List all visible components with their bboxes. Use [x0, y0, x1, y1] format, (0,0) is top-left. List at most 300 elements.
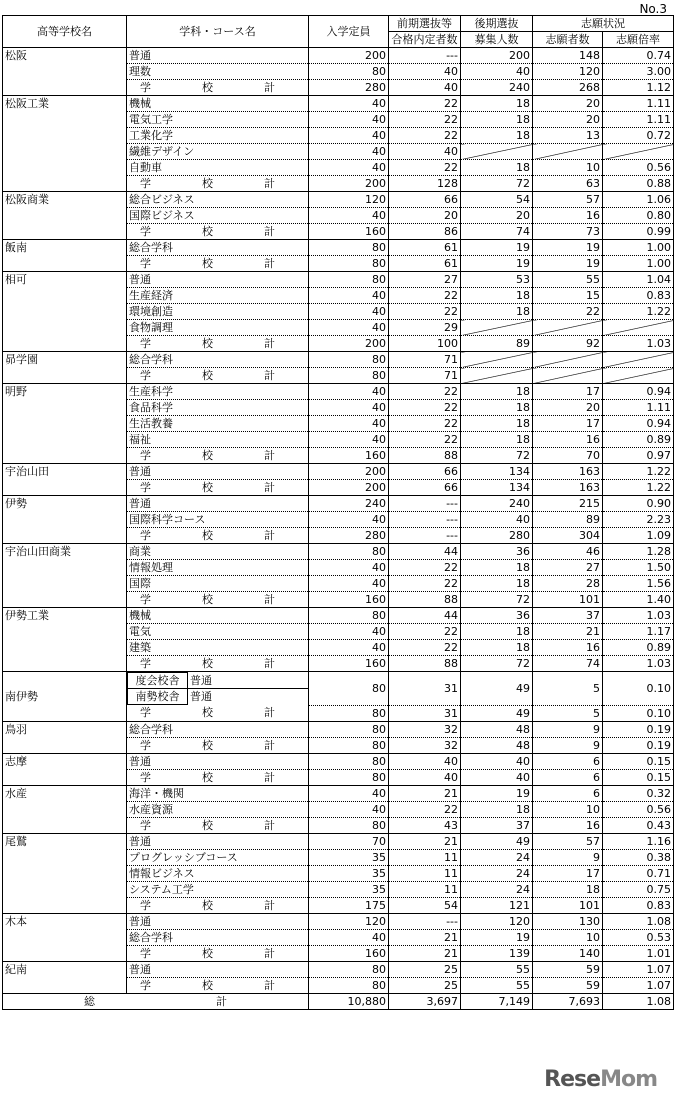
cell-late: 72: [461, 656, 533, 672]
cell-late: 18: [461, 112, 533, 128]
school-name: 尾鷲: [3, 833, 127, 913]
cell-ratio: 1.16: [603, 833, 674, 849]
cell-applicants: 9: [533, 737, 603, 753]
cell-late: 89: [461, 336, 533, 352]
cell-ratio: 0.88: [603, 176, 674, 192]
cell-capacity: 80: [309, 256, 389, 272]
cell-early: 22: [389, 288, 461, 304]
cell-late: 280: [461, 528, 533, 544]
cell-ratio: 1.22: [603, 464, 674, 480]
cell-early: 27: [389, 272, 461, 288]
cell-applicants: 163: [533, 480, 603, 496]
cell-capacity: 35: [309, 849, 389, 865]
cell-ratio: 0.53: [603, 929, 674, 945]
school-name: 宇治山田商業: [3, 544, 127, 608]
course-name: 普通: [127, 961, 309, 977]
cell-early: 21: [389, 833, 461, 849]
cell-ratio: 1.00: [603, 256, 674, 272]
course-name: 繊維デザイン: [127, 144, 309, 160]
cell-late: 48: [461, 737, 533, 753]
cell-applicants: 17: [533, 416, 603, 432]
cell-applicants: 19: [533, 256, 603, 272]
cell-late: 18: [461, 384, 533, 400]
cell-applicants: 22: [533, 304, 603, 320]
header-course: 学科・コース名: [127, 16, 309, 48]
cell-early: 66: [389, 464, 461, 480]
cell-applicants: 5: [533, 672, 603, 706]
cell-early: 21: [389, 945, 461, 961]
table-row: [3, 753, 674, 769]
cell-applicants: 74: [533, 656, 603, 672]
school-total-label: 学 校 計: [127, 945, 309, 961]
cell-applicants: 57: [533, 833, 603, 849]
cell-late: 18: [461, 96, 533, 112]
course-name: 国際ビジネス: [127, 208, 309, 224]
cell-applicants: 10: [533, 801, 603, 817]
cell-applicants: 20: [533, 400, 603, 416]
cell-late: 18: [461, 160, 533, 176]
cell-capacity: 160: [309, 945, 389, 961]
school-name: 昴学園: [3, 352, 127, 384]
cell-capacity: 80: [309, 737, 389, 753]
cell-late: 240: [461, 496, 533, 512]
cell-ratio: 1.40: [603, 592, 674, 608]
course-name: 普通: [127, 272, 309, 288]
campus-subtable: [127, 672, 308, 705]
cell-ratio: [603, 368, 674, 384]
cell-applicants: 92: [533, 336, 603, 352]
cell-late: 134: [461, 480, 533, 496]
table-row: [3, 961, 674, 977]
cell-applicants: 9: [533, 849, 603, 865]
cell-late: 48: [461, 721, 533, 737]
school-name: 南伊勢: [3, 672, 127, 722]
cell-capacity: 35: [309, 881, 389, 897]
cell-ratio: 3.00: [603, 64, 674, 80]
cell-capacity: 160: [309, 592, 389, 608]
cell-capacity: 200: [309, 464, 389, 480]
cell-capacity: 80: [309, 608, 389, 624]
school-name: 松阪商業: [3, 192, 127, 240]
cell-applicants: 10: [533, 929, 603, 945]
cell-ratio: 0.94: [603, 384, 674, 400]
table-body-part1: [3, 48, 674, 672]
table-row: [3, 721, 674, 737]
cell-applicants: 15: [533, 288, 603, 304]
cell-applicants: 6: [533, 785, 603, 801]
cell-ratio: [603, 320, 674, 336]
cell-late: 19: [461, 929, 533, 945]
grand-late: 7,149: [461, 993, 533, 1009]
course-name: 総合学科: [127, 352, 309, 368]
header-early-line1: 前期選抜等: [389, 16, 461, 32]
cell-early: 61: [389, 240, 461, 256]
admissions-table: [2, 15, 674, 1010]
cell-applicants: [533, 368, 603, 384]
cell-late: 72: [461, 592, 533, 608]
cell-applicants: 13: [533, 128, 603, 144]
cell-early: 88: [389, 592, 461, 608]
cell-capacity: 160: [309, 656, 389, 672]
cell-ratio: 0.89: [603, 640, 674, 656]
cell-ratio: 0.97: [603, 448, 674, 464]
cell-ratio: 0.83: [603, 897, 674, 913]
cell-ratio: 0.19: [603, 721, 674, 737]
cell-late: 49: [461, 705, 533, 721]
cell-capacity: 120: [309, 913, 389, 929]
cell-capacity: 80: [309, 352, 389, 368]
table-row: [3, 544, 674, 560]
school-name: 相可: [3, 272, 127, 352]
course-name: 福祉: [127, 432, 309, 448]
cell-ratio: 1.03: [603, 608, 674, 624]
cell-early: 40: [389, 80, 461, 96]
table-row: [3, 96, 674, 112]
cell-ratio: 1.22: [603, 304, 674, 320]
cell-capacity: 40: [309, 320, 389, 336]
cell-applicants: 148: [533, 48, 603, 64]
table-row: [3, 913, 674, 929]
course-name: 電気: [127, 624, 309, 640]
cell-capacity: 80: [309, 817, 389, 833]
cell-ratio: 1.00: [603, 240, 674, 256]
cell-capacity: 40: [309, 785, 389, 801]
cell-early: 86: [389, 224, 461, 240]
course-name: 普通: [127, 496, 309, 512]
nansei-campus-cell: [127, 672, 309, 706]
cell-late: 120: [461, 913, 533, 929]
cell-applicants: 120: [533, 64, 603, 80]
school-total-label: 学 校 計: [127, 656, 309, 672]
course-name: 総合学科: [127, 929, 309, 945]
cell-ratio: 0.99: [603, 224, 674, 240]
cell-ratio: 0.71: [603, 865, 674, 881]
cell-applicants: 18: [533, 881, 603, 897]
cell-ratio: 2.23: [603, 512, 674, 528]
cell-applicants: 215: [533, 496, 603, 512]
cell-ratio: 1.01: [603, 945, 674, 961]
course-name: 食物調理: [127, 320, 309, 336]
cell-ratio: [603, 352, 674, 368]
cell-capacity: 40: [309, 432, 389, 448]
cell-ratio: 1.04: [603, 272, 674, 288]
school-name: 紀南: [3, 961, 127, 993]
grand-total-label: 総 計: [3, 993, 309, 1009]
cell-late: 19: [461, 240, 533, 256]
cell-applicants: 6: [533, 753, 603, 769]
cell-applicants: 89: [533, 512, 603, 528]
cell-ratio: 0.43: [603, 817, 674, 833]
cell-capacity: 280: [309, 528, 389, 544]
cell-capacity: 80: [309, 544, 389, 560]
cell-capacity: 35: [309, 865, 389, 881]
cell-applicants: 9: [533, 721, 603, 737]
cell-capacity: 40: [309, 560, 389, 576]
cell-capacity: 40: [309, 416, 389, 432]
course-name: 海洋・機関: [127, 785, 309, 801]
cell-ratio: 0.94: [603, 416, 674, 432]
cell-applicants: 16: [533, 208, 603, 224]
cell-capacity: 40: [309, 801, 389, 817]
cell-capacity: 40: [309, 112, 389, 128]
header-school: 高等学校名: [3, 16, 127, 48]
course-name: 生活教養: [127, 416, 309, 432]
school-total-label: 学 校 計: [127, 176, 309, 192]
header-applicants: 志願者数: [533, 32, 603, 48]
cell-early: 66: [389, 480, 461, 496]
school-name: 鳥羽: [3, 721, 127, 753]
cell-early: 31: [389, 672, 461, 706]
cell-capacity: 40: [309, 400, 389, 416]
cell-ratio: 1.11: [603, 400, 674, 416]
cell-capacity: 200: [309, 336, 389, 352]
cell-ratio: 0.83: [603, 288, 674, 304]
cell-capacity: 40: [309, 624, 389, 640]
school-name: 木本: [3, 913, 127, 961]
cell-ratio: 1.06: [603, 192, 674, 208]
cell-capacity: 280: [309, 80, 389, 96]
header-status: 志願状況: [533, 16, 674, 32]
cell-applicants: 101: [533, 592, 603, 608]
table-row: [3, 496, 674, 512]
table-row: [3, 48, 674, 64]
cell-applicants: 17: [533, 384, 603, 400]
cell-capacity: 175: [309, 897, 389, 913]
cell-late: 24: [461, 865, 533, 881]
cell-applicants: 5: [533, 705, 603, 721]
cell-capacity: 80: [309, 769, 389, 785]
cell-applicants: 130: [533, 913, 603, 929]
course-name: 国際科学コース: [127, 512, 309, 528]
course-name: 総合ビジネス: [127, 192, 309, 208]
cell-applicants: [533, 320, 603, 336]
cell-late: 40: [461, 64, 533, 80]
cell-capacity: 200: [309, 48, 389, 64]
cell-early: 40: [389, 64, 461, 80]
cell-late: 20: [461, 208, 533, 224]
cell-late: 18: [461, 128, 533, 144]
cell-early: 21: [389, 785, 461, 801]
cell-applicants: 304: [533, 528, 603, 544]
cell-capacity: 120: [309, 192, 389, 208]
cell-late: 18: [461, 416, 533, 432]
cell-late: 49: [461, 833, 533, 849]
cell-late: 72: [461, 176, 533, 192]
school-total-label: 学 校 計: [127, 448, 309, 464]
cell-ratio: 0.89: [603, 432, 674, 448]
cell-late: 18: [461, 624, 533, 640]
cell-early: 22: [389, 576, 461, 592]
course-name: 機械: [127, 96, 309, 112]
cell-ratio: 1.50: [603, 560, 674, 576]
cell-capacity: 40: [309, 160, 389, 176]
cell-ratio: 0.10: [603, 672, 674, 706]
cell-early: ---: [389, 496, 461, 512]
logo-part1: Rese: [544, 1067, 601, 1092]
school-name: 水産: [3, 785, 127, 833]
cell-ratio: 1.07: [603, 961, 674, 977]
cell-ratio: 1.11: [603, 112, 674, 128]
school-name: 松阪: [3, 48, 127, 96]
course-name: 電気工学: [127, 112, 309, 128]
cell-ratio: 1.03: [603, 656, 674, 672]
cell-capacity: 40: [309, 304, 389, 320]
cell-applicants: 70: [533, 448, 603, 464]
table-row: [3, 833, 674, 849]
cell-capacity: 40: [309, 384, 389, 400]
cell-early: 100: [389, 336, 461, 352]
cell-ratio: 1.03: [603, 336, 674, 352]
campus-label: 度会校舎: [128, 673, 188, 689]
course-name: 普通: [127, 464, 309, 480]
cell-capacity: 40: [309, 208, 389, 224]
cell-early: 54: [389, 897, 461, 913]
cell-early: 22: [389, 801, 461, 817]
school-total-label: 学 校 計: [127, 769, 309, 785]
cell-ratio: 0.72: [603, 128, 674, 144]
cell-capacity: 80: [309, 272, 389, 288]
cell-early: 66: [389, 192, 461, 208]
cell-applicants: 20: [533, 96, 603, 112]
course-name: 建築: [127, 640, 309, 656]
cell-capacity: 40: [309, 128, 389, 144]
cell-applicants: 55: [533, 272, 603, 288]
cell-early: 32: [389, 737, 461, 753]
cell-early: 22: [389, 304, 461, 320]
cell-late: 55: [461, 977, 533, 993]
cell-late: 37: [461, 817, 533, 833]
cell-early: 22: [389, 112, 461, 128]
course-name: 普通: [188, 673, 309, 689]
cell-late: 18: [461, 640, 533, 656]
cell-early: 71: [389, 368, 461, 384]
cell-applicants: 73: [533, 224, 603, 240]
school-total-label: 学 校 計: [127, 256, 309, 272]
header-early-line2: 合格内定者数: [389, 32, 461, 48]
cell-ratio: 1.12: [603, 80, 674, 96]
cell-early: 22: [389, 560, 461, 576]
cell-early: ---: [389, 528, 461, 544]
nansei-block: [3, 672, 674, 722]
cell-early: 32: [389, 721, 461, 737]
course-name: プログレッシブコース: [127, 849, 309, 865]
cell-capacity: 40: [309, 929, 389, 945]
cell-early: 21: [389, 929, 461, 945]
cell-ratio: 0.15: [603, 769, 674, 785]
cell-capacity: 40: [309, 288, 389, 304]
cell-early: 22: [389, 384, 461, 400]
cell-capacity: 80: [309, 961, 389, 977]
cell-late: 139: [461, 945, 533, 961]
cell-late: 18: [461, 560, 533, 576]
cell-early: 11: [389, 881, 461, 897]
table-row: [3, 608, 674, 624]
cell-applicants: 20: [533, 112, 603, 128]
school-name: 明野: [3, 384, 127, 464]
cell-applicants: [533, 352, 603, 368]
course-name: 商業: [127, 544, 309, 560]
cell-early: 22: [389, 624, 461, 640]
grand-early: 3,697: [389, 993, 461, 1009]
grand-applicants: 7,693: [533, 993, 603, 1009]
logo-part2: Mom: [600, 1067, 657, 1092]
table-row: [3, 352, 674, 368]
course-name: 水産資源: [127, 801, 309, 817]
school-total-label: 学 校 計: [127, 737, 309, 753]
cell-capacity: 70: [309, 833, 389, 849]
table-row: [3, 384, 674, 400]
cell-ratio: 0.15: [603, 753, 674, 769]
course-name: 総合学科: [127, 240, 309, 256]
cell-late: 40: [461, 753, 533, 769]
cell-late: 55: [461, 961, 533, 977]
cell-capacity: 80: [309, 977, 389, 993]
cell-early: 44: [389, 544, 461, 560]
cell-capacity: 40: [309, 96, 389, 112]
cell-ratio: 0.74: [603, 48, 674, 64]
cell-capacity: 80: [309, 64, 389, 80]
cell-late: 200: [461, 48, 533, 64]
cell-capacity: 160: [309, 448, 389, 464]
page-number: No.3: [639, 2, 667, 16]
cell-applicants: 268: [533, 80, 603, 96]
course-name: 工業化学: [127, 128, 309, 144]
course-name: 食品科学: [127, 400, 309, 416]
course-name: 国際: [127, 576, 309, 592]
cell-ratio: 1.11: [603, 96, 674, 112]
cell-ratio: 1.08: [603, 913, 674, 929]
cell-applicants: 140: [533, 945, 603, 961]
cell-ratio: 0.32: [603, 785, 674, 801]
cell-late: 18: [461, 801, 533, 817]
cell-capacity: 80: [309, 753, 389, 769]
cell-early: 22: [389, 96, 461, 112]
course-name: 自動車: [127, 160, 309, 176]
cell-early: 40: [389, 144, 461, 160]
cell-early: 88: [389, 656, 461, 672]
cell-ratio: 0.38: [603, 849, 674, 865]
cell-ratio: 1.07: [603, 977, 674, 993]
cell-early: 128: [389, 176, 461, 192]
cell-late: 72: [461, 448, 533, 464]
cell-early: ---: [389, 913, 461, 929]
cell-early: 40: [389, 753, 461, 769]
cell-late: 18: [461, 432, 533, 448]
cell-ratio: 1.56: [603, 576, 674, 592]
cell-ratio: 0.90: [603, 496, 674, 512]
school-total-label: 学 校 計: [127, 80, 309, 96]
cell-applicants: 21: [533, 624, 603, 640]
table-row: [3, 464, 674, 480]
school-total-label: 学 校 計: [127, 368, 309, 384]
cell-applicants: 163: [533, 464, 603, 480]
cell-ratio: 1.22: [603, 480, 674, 496]
cell-late: [461, 320, 533, 336]
course-name: 総合学科: [127, 721, 309, 737]
cell-applicants: 10: [533, 160, 603, 176]
school-name: 伊勢: [3, 496, 127, 544]
course-name: 生産経済: [127, 288, 309, 304]
header-late-line2: 募集人数: [461, 32, 533, 48]
cell-capacity: 40: [309, 640, 389, 656]
school-total-label: 学 校 計: [127, 817, 309, 833]
course-name: 情報処理: [127, 560, 309, 576]
cell-capacity: 80: [309, 705, 389, 721]
school-name: 伊勢工業: [3, 608, 127, 672]
course-name: 理数: [127, 64, 309, 80]
cell-early: 22: [389, 416, 461, 432]
cell-late: 24: [461, 881, 533, 897]
